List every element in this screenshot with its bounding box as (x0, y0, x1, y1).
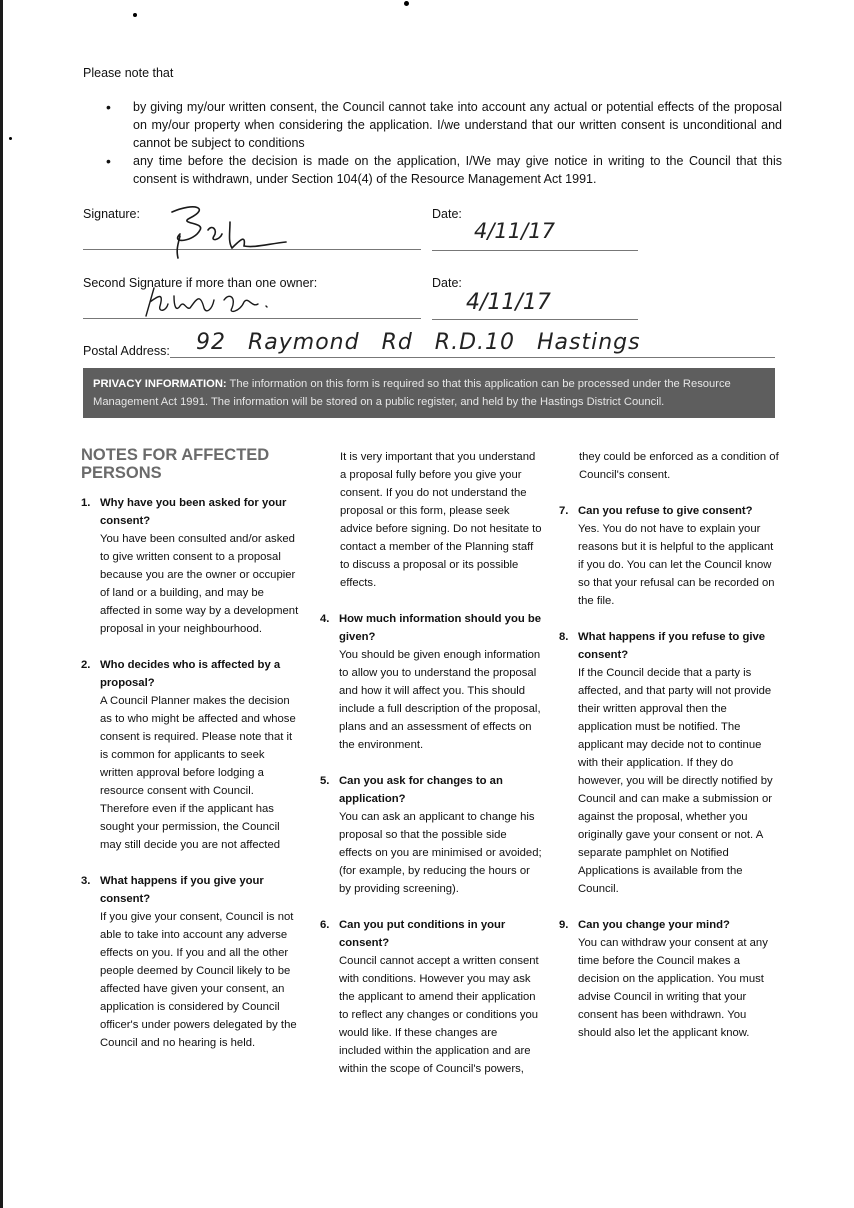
second-signature-scribble (140, 282, 280, 322)
date-label: Date: (432, 207, 462, 221)
note-answer: You can withdraw your consent at any time before the Council makes a decision on the application. You must advise Council in writing that your consent has been withdrawn. You should also let the applicant know. (578, 937, 768, 1039)
note-number: 2. (81, 659, 91, 671)
note-number: 8. (559, 631, 569, 643)
note-question: What happens if you refuse to give consent? (578, 631, 766, 661)
note-item (559, 502, 781, 610)
scan-speck (404, 1, 409, 6)
note-question: Can you put conditions in your consent? (339, 919, 506, 949)
postal-value: 92 Raymond Rd R.D.10 Hastings (196, 330, 641, 355)
signature-scribble (150, 200, 300, 260)
note-item (320, 916, 542, 1078)
postal-label: Postal Address: (83, 344, 170, 358)
consent-bullets (106, 98, 782, 188)
note-question: Can you refuse to give consent? (578, 505, 753, 517)
second-signature-label: Second Signature if more than one owner: (83, 276, 318, 290)
note-answer: If you give your consent, Council is not able to take into account any adverse effects on you. If you and all the other people deemed by Council likely to be affected have given your consent, an application is considered by Council officer's under powers delegated by the Council and no hearing is held. (100, 911, 297, 1049)
col2-intro: It is very important that you understand a proposal fully before you give your consent. If you do not understand the proposal or this form, please seek advice before signing. Do not hesitate to contact a member of the Planning staff to discuss a proposal or its possible effects. (340, 451, 542, 589)
note-answer: Council cannot accept a written consent with conditions. However you may ask the applicant to amend their application to reflect any changes or conditions you would like. If these changes are included within the application and are within the scope of Council's powers, (339, 955, 539, 1075)
date-line (432, 250, 638, 251)
note-number: 1. (81, 497, 91, 509)
note-number: 7. (559, 505, 569, 517)
col3-intro: they could be enforced as a condition of Council's consent. (579, 451, 779, 481)
note-answer: You have been consulted and/or asked to give written consent to a proposal because you are the owner or occupier of land or a building, and may be affected in some way by a development proposal in your neighbourhood. (100, 533, 299, 635)
note-question: Can you change your mind? (578, 919, 730, 931)
note-number: 6. (320, 919, 330, 931)
privacy-text: The information on this form is required so that this application can be processed under the Resource Management Act 1991. The information will be stored on a public register, and held by the Hastings District Council. (93, 378, 731, 408)
note-number: 5. (320, 775, 330, 787)
scan-edge (0, 0, 3, 1208)
note-item (81, 656, 299, 854)
postal-line (170, 357, 775, 358)
note-question: Who decides who is affected by a proposal? (100, 659, 281, 689)
notes-column-1 (81, 446, 299, 1070)
bullet-item: • by giving my/our written consent, the Council cannot take into account any actual or potential effects of the proposal on my/our property when considering the application. I/we understand that our written consent is unconditional and cannot be subject to conditions (106, 98, 782, 152)
note-answer: A Council Planner makes the decision as to who might be affected and whose consent is required. Please note that it is common for applicants to seek written approval before lodging a resource consent with Council. Therefore even if the applicant has sought your permission, the Council may still decide you are not affected (100, 695, 296, 851)
note-question: How much information should you be given? (339, 613, 542, 643)
note-question: Why have you been asked for your consent? (100, 497, 287, 527)
note-number: 9. (559, 919, 569, 931)
date-value: 4/11/17 (474, 219, 555, 243)
note-question: Can you ask for changes to an application? (339, 775, 503, 805)
note-item (320, 610, 542, 754)
signature-label: Signature: (83, 207, 140, 221)
second-date-line (432, 319, 638, 320)
note-item (81, 872, 299, 1052)
note-answer: You can ask an applicant to change his proposal so that the possible side effects on you are minimised or avoided; (for example, by reducing the hours or by providing screening). (339, 811, 542, 895)
notes-title: NOTES FOR AFFECTED PERSONS (81, 446, 270, 482)
notes-column-2 (320, 448, 542, 1096)
notes-column-3 (559, 448, 781, 1060)
note-item (559, 628, 781, 898)
second-date-label: Date: (432, 276, 462, 290)
bullet-item: • any time before the decision is made on the application, I/We may give notice in writing to the Council that this consent is withdrawn, under Section 104(4) of the Resource Management Act 1991. (106, 152, 782, 188)
scan-speck (9, 137, 12, 140)
note-answer: Yes. You do not have to explain your reasons but it is helpful to the applicant if you do. You can let the Council know so that your refusal can be recorded on the file. (578, 523, 775, 607)
note-answer: If the Council decide that a party is affected, and that party will not provide their written approval then the application must be notified. The applicant may decide not to continue with their application. If they do however, you will be directly notified by Council and can make a submission or against the proposal, whether you originally gave your consent or not. A separate pamphlet on Notified Applications is available from the Council. (578, 667, 773, 895)
note-item (320, 772, 542, 898)
scan-speck (133, 13, 137, 17)
note-intro: Please note that (83, 66, 174, 80)
note-answer: You should be given enough information to allow you to understand the proposal and how it will affect you. This should include a full description of the proposal, plans and an assessment of effects on the environment. (339, 649, 541, 751)
privacy-label: PRIVACY INFORMATION: (93, 378, 227, 390)
note-question: What happens if you give your consent? (100, 875, 264, 905)
note-number: 3. (81, 875, 91, 887)
note-item (559, 916, 781, 1042)
note-number: 4. (320, 613, 330, 625)
note-item (81, 494, 299, 638)
second-date-value: 4/11/17 (466, 290, 551, 315)
privacy-banner (83, 368, 775, 418)
